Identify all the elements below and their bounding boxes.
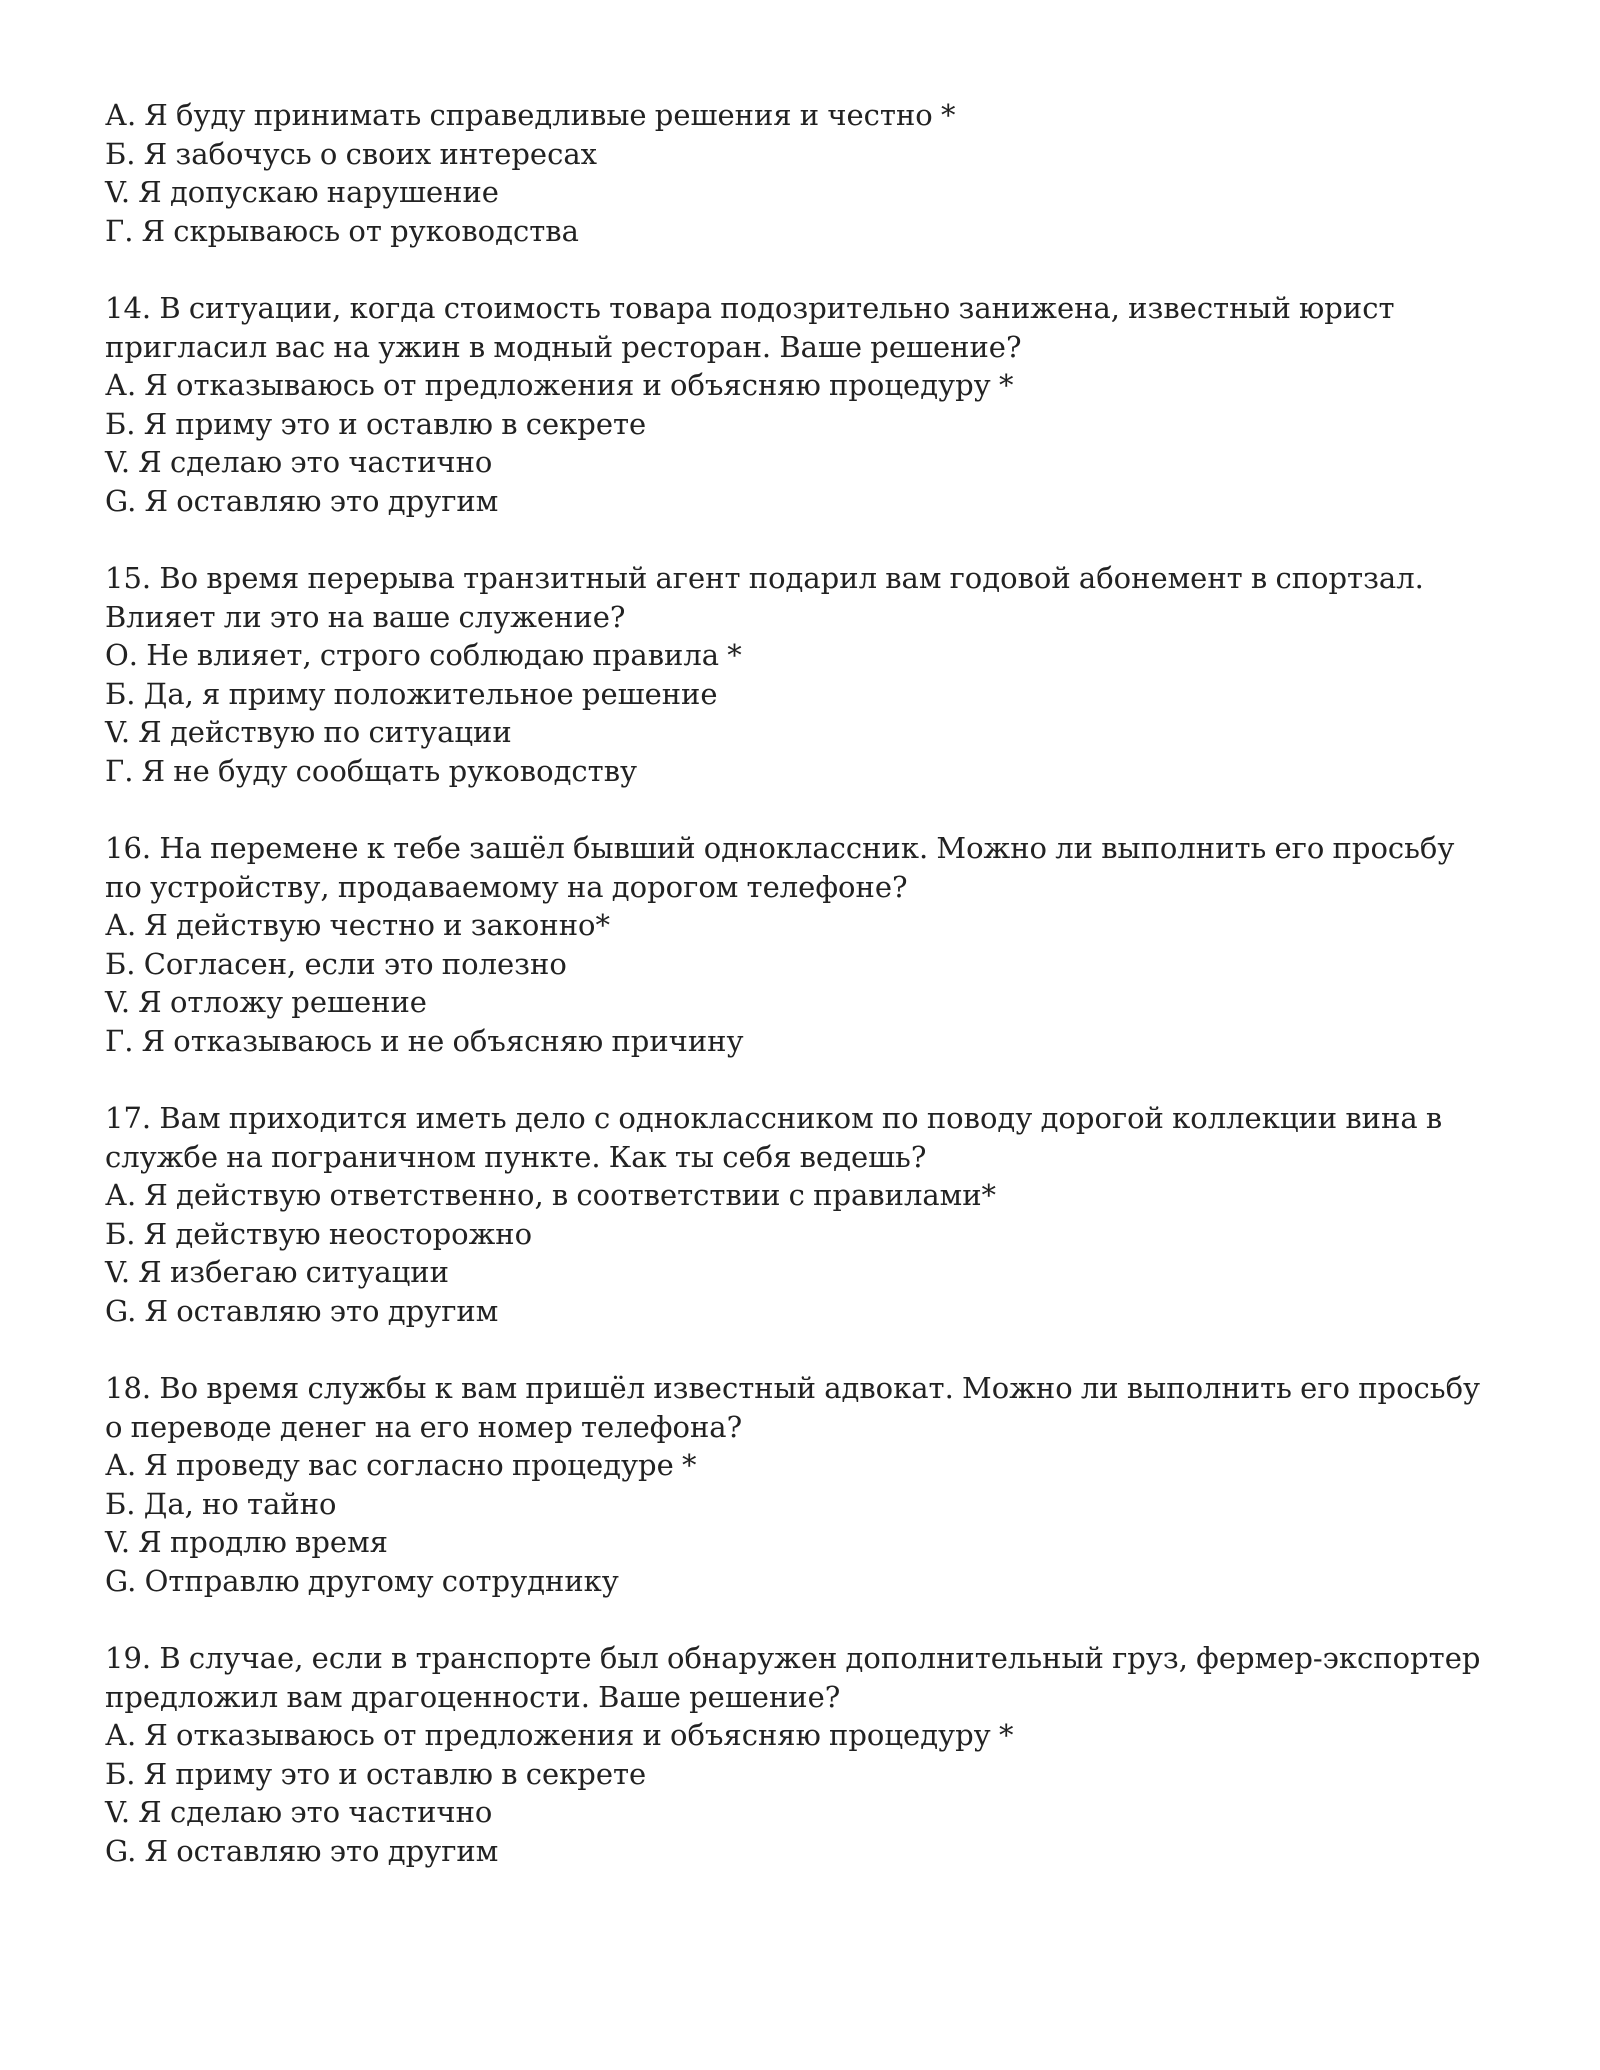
question-block-14 — [105, 289, 1485, 520]
option-g: G. Я оставляю это другим — [105, 1833, 499, 1868]
option-g: G. Я оставляю это другим — [105, 483, 499, 518]
option-a: А. Я буду принимать справедливые решения и честно * — [105, 98, 956, 132]
option-v: V. Я сделаю это частично — [105, 1795, 493, 1829]
option-v: V. Я продлю время — [105, 1525, 388, 1559]
option-b: Б. Согласен, если это полезно — [105, 946, 567, 981]
question-block-19 — [105, 1639, 1489, 1870]
option-v: V. Я отложу решение — [105, 985, 427, 1019]
option-v: V. Я сделаю это частично — [105, 445, 493, 479]
option-v: V. Я избегаю ситуации — [105, 1255, 449, 1289]
option-a: О. Не влияет, строго соблюдаю правила * — [105, 638, 742, 672]
option-a: А. Я действую ответственно, в соответствии с правилами* — [105, 1178, 997, 1212]
question-text: 14. В ситуации, когда стоимость товара подозрительно занижена, известный юрист пригласил вас на ужин в модный ресторан. Ваше решение? — [105, 291, 1403, 364]
option-g: G. Я оставляю это другим — [105, 1293, 499, 1328]
option-b: Б. Я приму это и оставлю в секрете — [105, 1756, 647, 1791]
option-b: Б. Я действую неосторожно — [105, 1216, 533, 1251]
option-g: Г. Я отказываюсь и не объясняю причину — [105, 1023, 744, 1058]
question-block-15 — [105, 559, 1485, 790]
question-text: 16. На перемене к тебе зашёл бывший одноклассник. Можно ли выполнить его просьбу по устройству, продаваемому на дорогом телефоне? — [105, 831, 1463, 904]
question-text: 19. В случае, если в транспорте был обнаружен дополнительный груз, фермер-экспортер предложил вам драгоценности. Ваше решение? — [105, 1641, 1489, 1714]
option-g: Г. Я скрываюсь от руководства — [105, 213, 579, 248]
question-text: 17. Вам приходится иметь дело с одноклассником по поводу дорогой коллекции вина в службе на пограничном пункте. Как ты себя ведешь? — [105, 1101, 1451, 1174]
question-text: 18. Во время службы к вам пришёл известный адвокат. Можно ли выполнить его просьбу о переводе денег на его номер телефона? — [105, 1371, 1489, 1444]
question-block-18 — [105, 1369, 1489, 1600]
option-v: V. Я допускаю нарушение — [105, 175, 499, 209]
option-b: Б. Я приму это и оставлю в секрете — [105, 406, 647, 441]
option-a: А. Я отказываюсь от предложения и объясняю процедуру * — [105, 368, 1014, 402]
option-v: V. Я действую по ситуации — [105, 715, 512, 749]
option-b: Б. Да, я приму положительное решение — [105, 676, 718, 711]
option-a: А. Я проведу вас согласно процедуре * — [105, 1448, 697, 1482]
question-text: 15. Во время перерыва транзитный агент подарил вам годовой абонемент в спортзал. Влияет ли это на ваше служение? — [105, 561, 1433, 634]
question-block-13 — [105, 96, 1485, 250]
option-b: Б. Я забочусь о своих интересах — [105, 136, 597, 171]
option-a: А. Я отказываюсь от предложения и объясняю процедуру * — [105, 1718, 1014, 1752]
option-a: А. Я действую честно и законно* — [105, 908, 611, 942]
option-g: G. Отправлю другому сотруднику — [105, 1563, 619, 1598]
question-block-17 — [105, 1099, 1485, 1330]
option-g: Г. Я не буду сообщать руководству — [105, 753, 638, 788]
option-b: Б. Да, но тайно — [105, 1486, 337, 1521]
question-block-16 — [105, 829, 1485, 1060]
